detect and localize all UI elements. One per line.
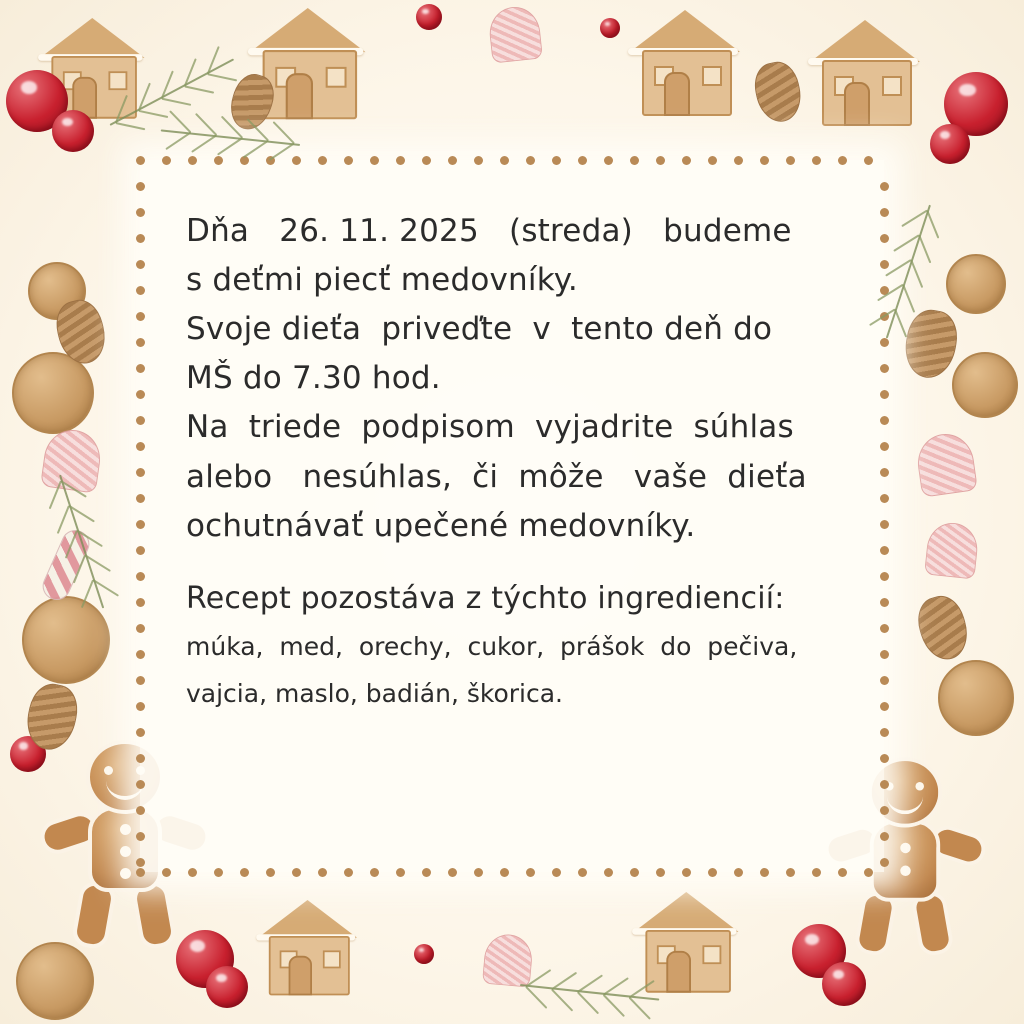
walnut-cookie-icon <box>938 660 1014 736</box>
notice-line-7: ochutnávať upečené medovníky. <box>186 507 696 544</box>
walnut-cookie-icon <box>12 352 94 434</box>
red-berry-icon <box>930 124 970 164</box>
red-berry-icon <box>206 966 248 1008</box>
red-berry-icon <box>52 110 94 152</box>
notice-card <box>140 160 884 872</box>
recipe-heading: Recept pozostáva z týchto ingrediencií: <box>186 580 785 616</box>
walnut-cookie-icon <box>946 254 1006 314</box>
walnut-cookie-icon <box>952 352 1018 418</box>
notice-line-2: s deťmi piecť medovníky. <box>186 262 578 299</box>
ingredients-line-1: múka, med, orechy, cukor, prášok do pečiva, <box>186 632 798 662</box>
notice-line-6: alebo nesúhlas, či môže vaše dieťa <box>186 458 807 495</box>
notice-line-3: Svoje dieťa priveďte v tento deň do <box>186 311 773 348</box>
notice-text-block <box>186 208 862 714</box>
walnut-cookie-icon <box>16 942 94 1020</box>
notice-line-5: Na triede podpisom vyjadrite súhlas <box>186 409 794 446</box>
red-berry-icon <box>414 944 434 964</box>
red-berry-icon <box>600 18 620 38</box>
ingredients-line-2: vajcia, maslo, badián, škorica. <box>186 678 564 708</box>
red-berry-icon <box>416 4 442 30</box>
notice-line-4: MŠ do 7.30 hod. <box>186 360 441 397</box>
notice-line-1: Dňa 26. 11. 2025 (streda) budeme <box>186 213 792 249</box>
walnut-cookie-icon <box>22 596 110 684</box>
red-berry-icon <box>822 962 866 1006</box>
